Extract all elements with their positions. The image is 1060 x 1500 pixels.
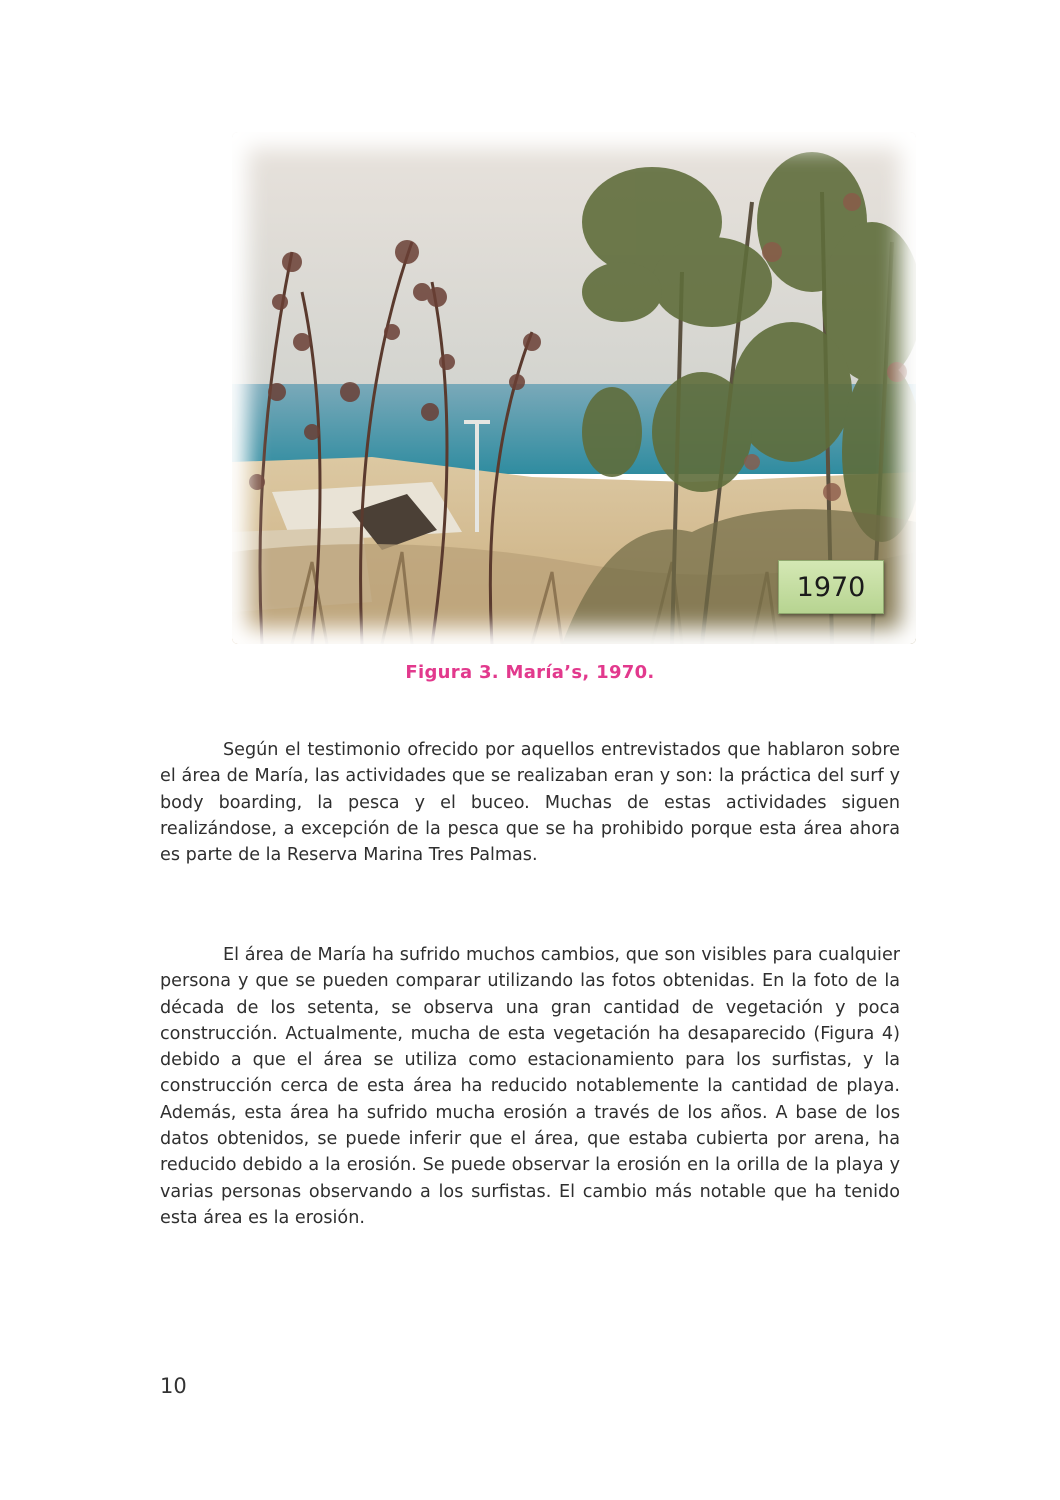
paragraph-changes: El área de María ha sufrido muchos cambios, que son visibles para cualquier persona y que se pueden comparar utilizando las fotos obtenidas. En la foto de la década de los setenta, se observa una gran cantidad de vegetación y poca construcción. Actualmente, mucha de esta vegetación ha desaparecido (Figura 4) debido a que el área se utiliza como estacionamiento para los surfistas, y la construcción cerca de esta área ha reducido notablemente la cantidad de playa. Además, esta área ha sufrido mucha erosión a través de los años. A base de los datos obtenidos, se puede inferir que el área, que estaba cubierta por arena, ha reducido debido a la erosión. Se puede observar la erosión en la orilla de la playa y varias personas observando a los surfistas. El cambio más notable que ha tenido esta área es la erosión. [160,945,900,1228]
figure-caption: Figura 3. María’s, 1970. [405,662,655,683]
paragraph-activities: Según el testimonio ofrecido por aquellos entrevistados que hablaron sobre el área de María, las actividades que se realizaban eran y son: la práctica del surf y body boarding, la pesca y el buceo. Muchas de estas actividades siguen realizándose, a excepción de la pesca que se ha prohibido porque esta área ahora es parte de la Reserva Marina Tres Palmas. [160,740,900,866]
page-number: 10 [160,1374,187,1398]
figure-photo [232,132,916,644]
year-badge: 1970 [778,560,884,614]
